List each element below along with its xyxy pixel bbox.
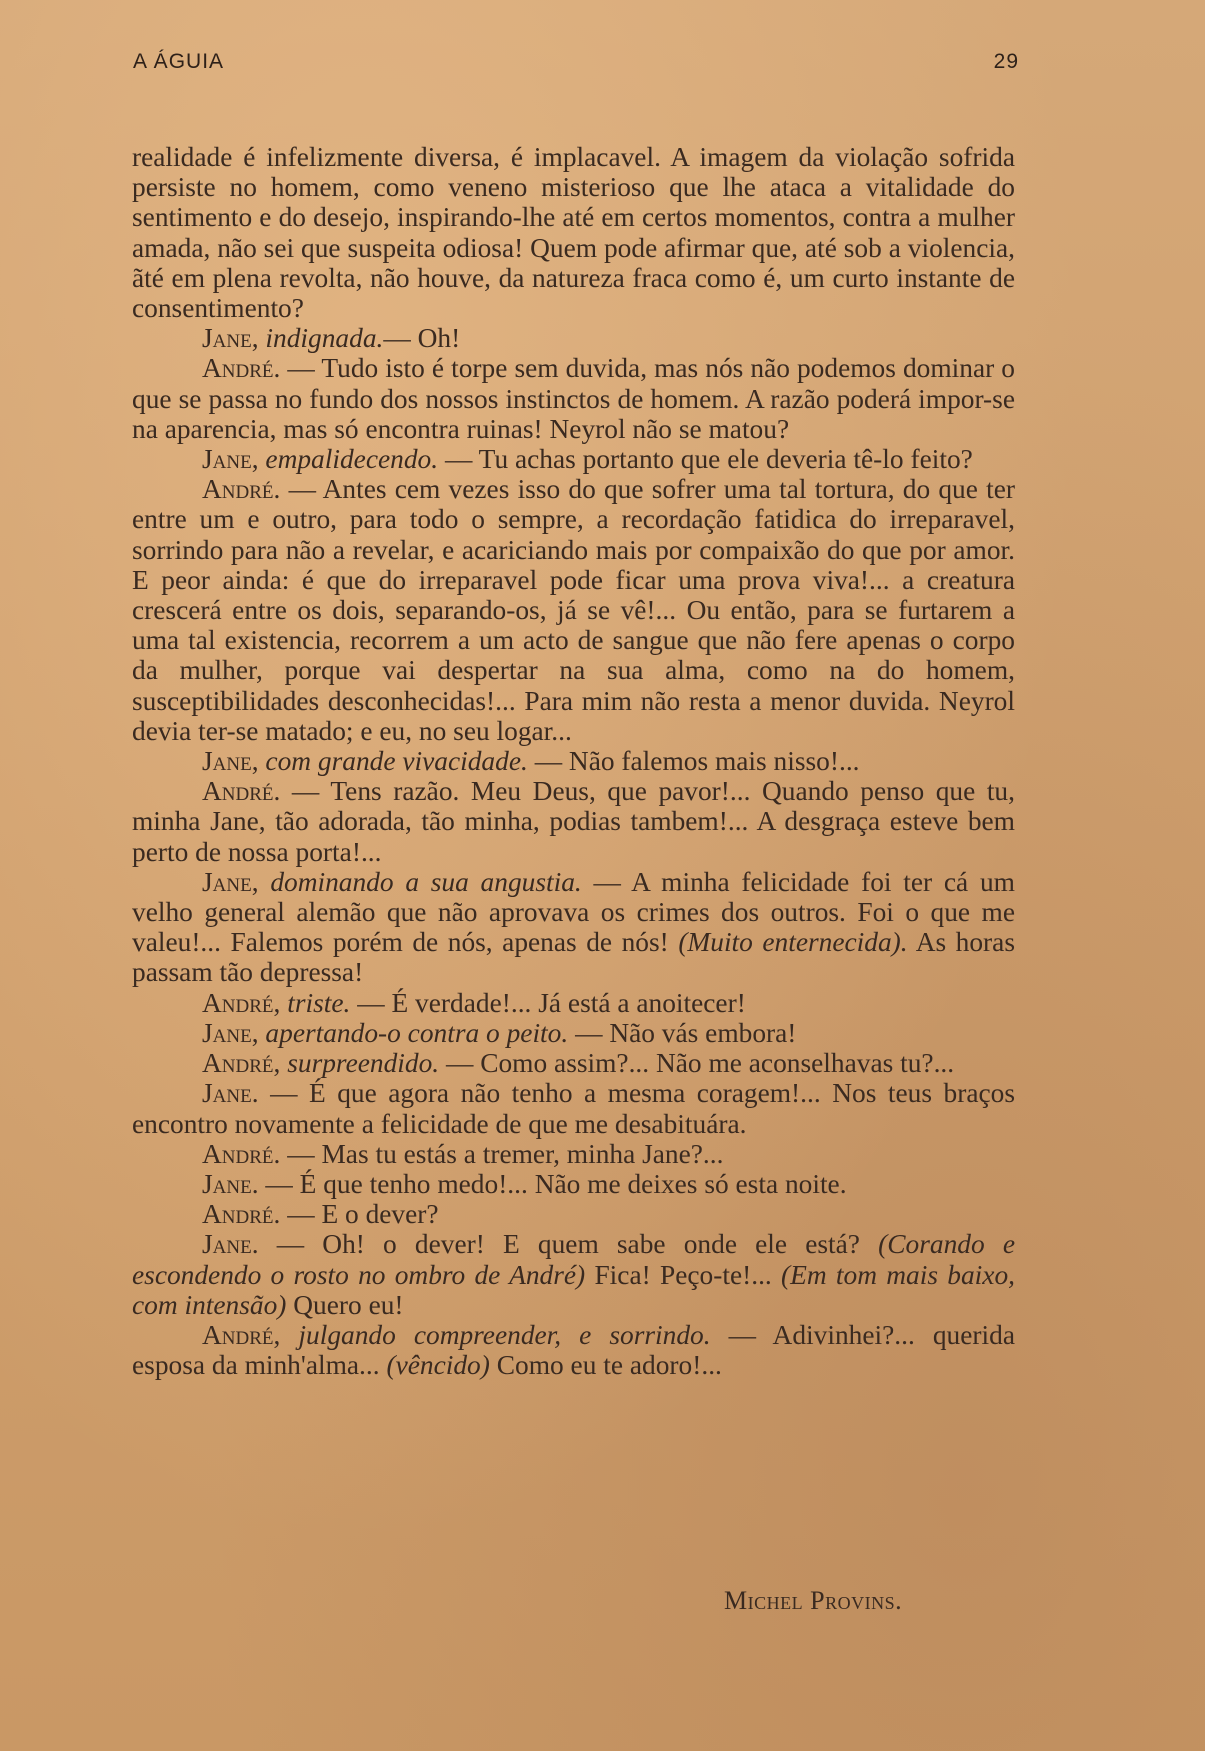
- speech: — E o dever?: [287, 1199, 439, 1230]
- speaker: André.: [202, 353, 281, 384]
- dialogue-line: [132, 1169, 1015, 1199]
- speech: — É que agora não tenho a mesma coragem!... Nos teus braços encontro novamente a felicidade de que me desabituára.: [132, 1078, 1015, 1139]
- stage-direction: com grande vivacidade.: [265, 746, 528, 777]
- speech: — Tens razão. Meu Deus, que pavor!... Quando penso que tu, minha Jane, tão adorada, tão minha, podias tambem!... A desgraça esteve bem perto de nossa porta!...: [132, 776, 1015, 867]
- speaker: Jane,: [202, 866, 259, 897]
- dialogue-line: [132, 1139, 1015, 1169]
- running-header: [133, 50, 1019, 80]
- body-text: [132, 142, 1015, 1380]
- dialogue-line: [132, 1229, 1015, 1320]
- dialogue-line: [132, 867, 1015, 988]
- speaker: Jane,: [202, 444, 259, 475]
- dialogue-line: [132, 353, 1015, 444]
- speaker: André.: [202, 1199, 281, 1230]
- stage-direction: (vêncido): [386, 1350, 490, 1381]
- stage-direction: indignada.: [265, 323, 384, 354]
- speech: Fica! Peço-te!...: [594, 1259, 772, 1290]
- dialogue-line: [132, 474, 1015, 746]
- stage-direction: (Muito enternecida).: [678, 927, 908, 958]
- speaker: Jane,: [202, 746, 259, 777]
- speech: As horas passam tão depressa!: [132, 927, 1015, 988]
- dialogue-line: [132, 323, 1015, 353]
- speaker: Jane.: [202, 1229, 259, 1260]
- dialogue-line: [132, 1078, 1015, 1138]
- speech: — Oh! o dever! E quem sabe onde ele está?: [276, 1229, 860, 1260]
- speech: — Tu achas portanto que ele deveria tê-lo feito?: [444, 444, 973, 475]
- dialogue-line: [132, 1199, 1015, 1229]
- dialogue-line: [132, 988, 1015, 1018]
- author-signature: Michel Provins.: [724, 1586, 903, 1615]
- speech: — Como assim?... Não me aconselhavas tu?...: [445, 1048, 955, 1079]
- speaker: Jane,: [202, 1017, 259, 1048]
- speech: — Mas tu estás a tremer, minha Jane?...: [287, 1138, 724, 1169]
- dialogue-line: [132, 776, 1015, 867]
- speaker: André.: [202, 474, 281, 505]
- stage-direction: (Corando e escondendo o rosto no ombro de André): [132, 1229, 1015, 1290]
- speaker: Jane.: [202, 1078, 259, 1109]
- dialogue-line: [132, 1048, 1015, 1078]
- speaker: André,: [202, 1319, 281, 1350]
- page-number: 29: [993, 50, 1019, 73]
- dialogue-line: [132, 746, 1015, 776]
- running-title: A ÁGUIA: [133, 50, 225, 73]
- paragraph: realidade é infelizmente diversa, é implacavel. A imagem da violação sofrida persiste no homem, como veneno misterioso que lhe ataca a vitalidade do sentimento e do desejo, inspirando-lhe até em certos momentos, contra a mulher amada, não sei que suspeita odiosa! Quem pode afirmar que, até sob a violencia, ãté em plena revolta, não houve, da natureza fraca como é, um curto instante de consentimento?: [132, 142, 1015, 324]
- stage-direction: empalidecendo.: [265, 444, 439, 475]
- stage-direction: triste.: [287, 987, 351, 1018]
- speech: — Não falemos mais nisso!...: [534, 746, 860, 777]
- dialogue-line: [132, 444, 1015, 474]
- speech: — Tudo isto é torpe sem duvida, mas nós não podemos dominar o que se passa no fundo dos nossos instinctos de homem. A razão poderá impor-se na aparencia, mas só encontra ruinas! Neyrol não se matou?: [132, 353, 1015, 444]
- speech: Como eu te adoro!...: [496, 1350, 722, 1381]
- speech: — Não vás embora!: [575, 1017, 797, 1048]
- speaker: Jane.: [202, 1168, 259, 1199]
- speech: — Adivinhei?... querida esposa da minh'alma...: [132, 1319, 1015, 1381]
- dialogue-line: [132, 1320, 1015, 1380]
- speech: — É que tenho medo!... Não me deixes só esta noite.: [265, 1168, 847, 1199]
- speech: — É verdade!... Já está a anoitecer!: [357, 987, 746, 1018]
- dialogue-line: [132, 1018, 1015, 1048]
- speaker: André.: [202, 776, 281, 807]
- speaker: André.: [202, 1138, 281, 1169]
- speaker: André,: [202, 1048, 281, 1079]
- stage-direction: (Em tom mais baixo, com intensão): [132, 1259, 1015, 1320]
- speech: Quero eu!: [293, 1289, 404, 1320]
- speech: — Antes cem vezes isso do que sofrer uma tal tortura, do que ter entre um e outro, para todo o sempre, a recordação fatidica do irreparavel, sorrindo para não a revelar, e acariciando mais por compaixão do que por amor. E peor ainda: é que do irreparavel pode ficar uma prova viva!... a creatura crescerá entre os dois, separando-os, já se vê!... Ou então, para se furtarem a uma tal existencia, recorrem a um acto de sangue que não fere apenas o corpo da mulher, porque vai despertar na sua alma, como na do homem, susceptibilidades desconhecidas!... Para mim não resta a menor duvida. Neyrol devia ter-se matado; e eu, no seu logar...: [132, 474, 1015, 746]
- stage-direction: surpreendido.: [287, 1048, 440, 1079]
- speech: — Oh!: [383, 323, 461, 354]
- speaker: André,: [202, 987, 281, 1018]
- speaker: Jane,: [202, 323, 259, 354]
- stage-direction: apertando-o contra o peito.: [265, 1017, 569, 1048]
- stage-direction: dominando a sua angustia.: [270, 866, 582, 897]
- stage-direction: julgando compreender, e sorrindo.: [298, 1319, 711, 1350]
- speech: — A minha felicidade foi ter cá um velho general alemão que não aprovava os crimes dos outros. Foi o que me valeu!... Falemos porém de nós, apenas de nós!: [132, 866, 1015, 958]
